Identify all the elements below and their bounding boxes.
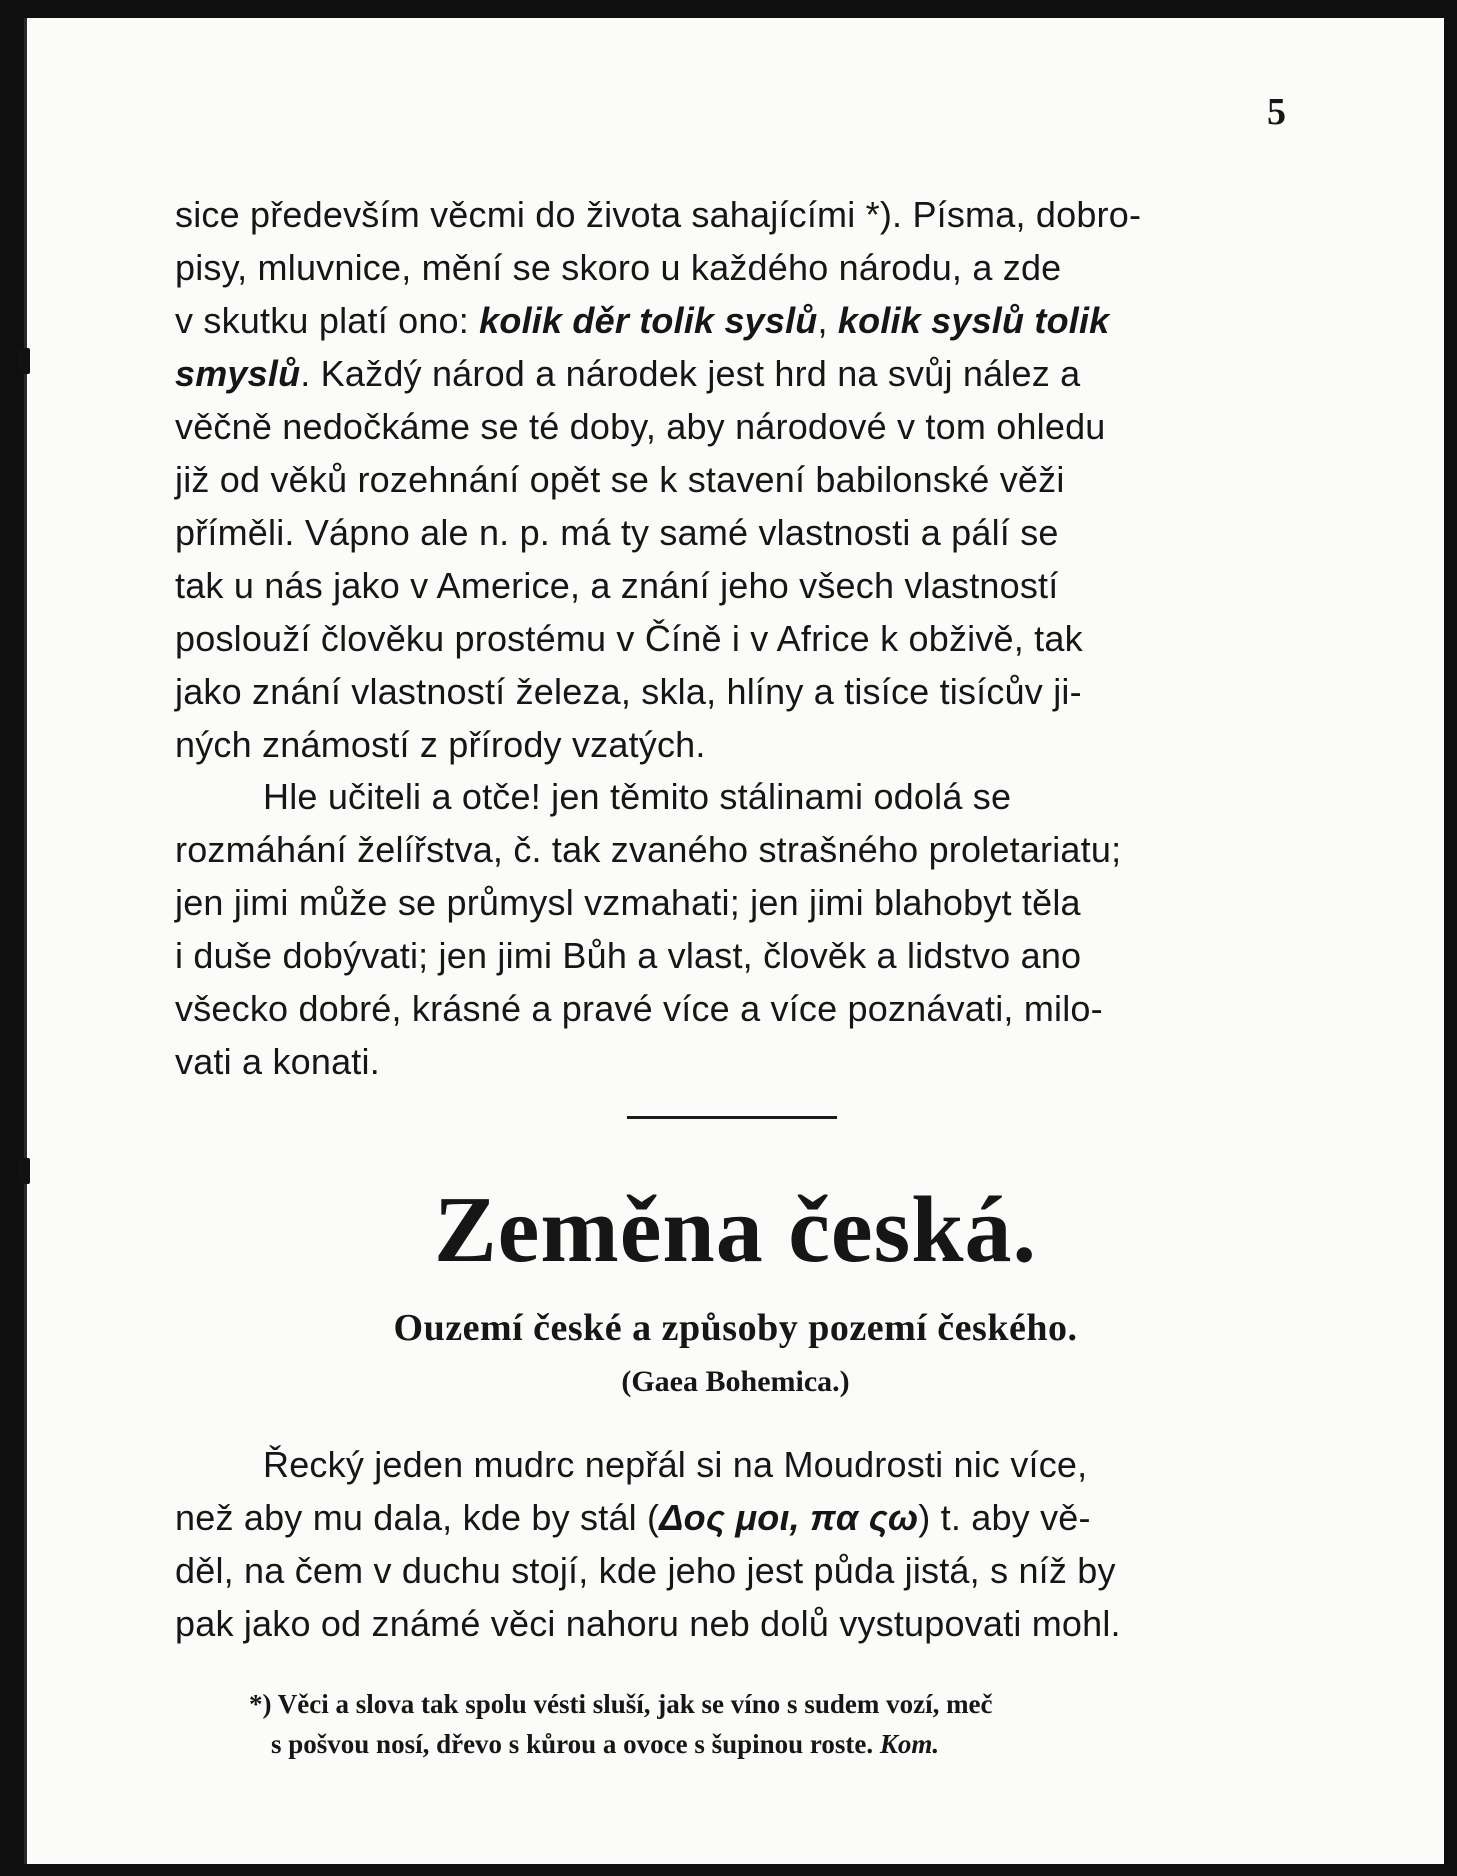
text-line: rozmáhání želířstva, č. tak zvaného strašného proletariatu; [175, 829, 1122, 870]
section-subtitle: Ouzemí české a způsoby pozemí českého. [393, 1307, 1078, 1349]
text-line: než aby mu dala, kde by stál (Δος μοι, πα ςω) t. aby vě- [175, 1497, 1091, 1538]
text-line: Hle učiteli a otče! jen těmito stálinami odolá se [263, 776, 1012, 817]
book-page [24, 18, 1444, 1864]
text-line: Řecký jeden mudrc nepřál si na Moudrosti nic více, [263, 1444, 1088, 1485]
text-line: poslouží člověku prostému v Číně i v Africe k obživě, tak [175, 618, 1083, 659]
paragraph-3 [175, 1438, 1290, 1650]
binding-mark [18, 348, 30, 374]
paragraph-2 [175, 770, 1290, 1088]
text-line: již od věků rozehnání opět se k stavení babilonské věži [175, 459, 1065, 500]
text-line: příměli. Vápno ale n. p. má ty samé vlastnosti a pálí se [175, 512, 1059, 553]
text-line: pak jako od známé věci nahoru neb dolů vystupovati mohl. [175, 1603, 1121, 1644]
italic-phrase: smyslů [175, 353, 301, 394]
paragraph-1 [175, 188, 1290, 771]
page-number: 5 [1267, 91, 1286, 133]
section-title: Zeměna česká. [433, 1178, 1038, 1282]
text-line: vati a konati. [175, 1041, 380, 1082]
text-line: pisy, mluvnice, mění se skoro u každého národu, a zde [175, 247, 1062, 288]
text-line: smyslů. Každý národ a národek jest hrd na svůj nález a [175, 353, 1081, 394]
text-line: jako znání vlastností železa, skla, hlíny a tisíce tisícův ji- [175, 671, 1082, 712]
footnote [249, 1684, 1265, 1764]
section-divider [627, 1116, 837, 1119]
text-line: i duše dobývati; jen jimi Bůh a vlast, člověk a lidstvo ano [175, 935, 1082, 976]
footnote-author: Kom. [879, 1729, 940, 1759]
footnote-line: s pošvou nosí, dřevo s kůrou a ovoce s šupinou roste. Kom. [271, 1729, 940, 1759]
text-line: v skutku platí ono: kolik děr tolik syslů, kolik syslů tolik [175, 300, 1110, 341]
text-line: věčně nedočkáme se té doby, aby národové v tom ohledu [175, 406, 1106, 447]
greek-quote: Δος μοι, πα ςω [659, 1497, 919, 1538]
section-latin-title: (Gaea Bohemica.) [621, 1365, 850, 1398]
footnote-line: *) Věci a slova tak spolu vésti sluší, jak se víno s sudem vozí, meč [249, 1689, 993, 1719]
italic-phrase: kolik děr tolik syslů [479, 300, 818, 341]
text-line: ných známostí z přírody vzatých. [175, 724, 706, 765]
binding-mark [18, 1158, 30, 1184]
text-line: děl, na čem v duchu stojí, kde jeho jest půda jistá, s níž by [175, 1550, 1116, 1591]
text-line: tak u nás jako v Americe, a znání jeho všech vlastností [175, 565, 1059, 606]
text-line: sice především věcmi do života sahajícími *). Písma, dobro- [175, 194, 1142, 235]
text-line: jen jimi může se průmysl vzmahati; jen jimi blahobyt těla [175, 882, 1081, 923]
text-line: všecko dobré, krásné a pravé více a více poznávati, milo- [175, 988, 1103, 1029]
italic-phrase: kolik syslů tolik [837, 300, 1110, 341]
